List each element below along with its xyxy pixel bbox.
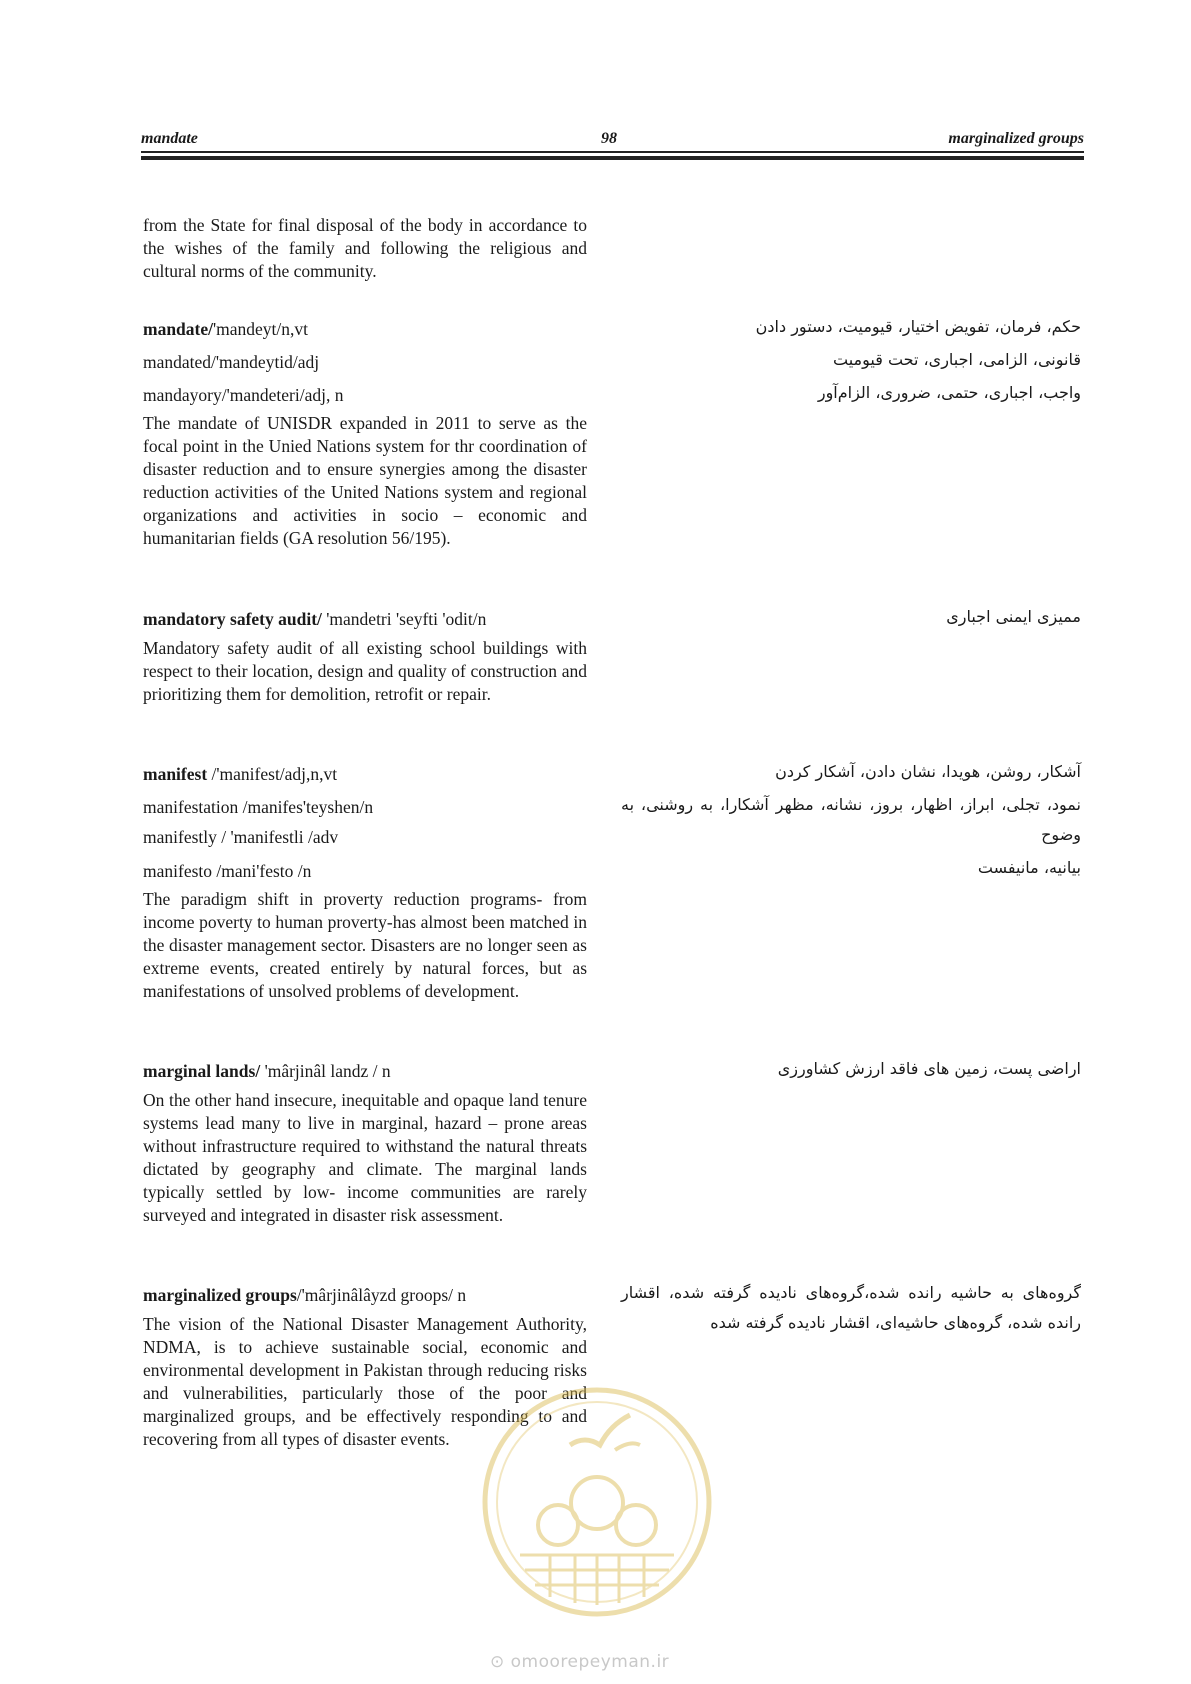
translation-manifestation: نمود، تجلی، ابراز، اظهار، بروز، نشانه، مظهر آشکارا، به روشنی، به وضوح [621,795,1081,844]
translation-manifesto: بیانیه، مانیفست [977,858,1081,877]
headword-manifestation: manifestation /manifes'teyshen/n [143,797,374,817]
translation-mandatory: واجب، اجباری، حتمی، ضروری، الزام‌آور [817,383,1081,402]
watermark-url: ⊙ omoorepeyman.ir [490,1652,670,1672]
header-rule-thick [141,156,1084,160]
translation-marginalized-groups: گروه‌های به حاشیه رانده شده،گروه‌های نادیده گرفته شده، اقشار رانده شده، گروه‌های حاشیه‌ای، اقشار نادیده گرفته شده [621,1283,1081,1332]
definition-marginalized-groups: The vision of the National Disaster Management Authority, NDMA, is to achieve sustainable social, economic and environmental development in Pakistan through reducing risks and vulnerabilities, particularly those of the poor and marginalized groups, and be effectively responding to and recovering from all types of disaster events. [143,1314,587,1449]
gear-icon [538,1477,656,1545]
translation-mandate: حکم، فرمان، تفویض اختیار، قیومیت، دستور دادن [755,317,1081,336]
translation-mandatory-safety-audit: ممیزی ایمنی اجباری [946,607,1081,626]
intro-paragraph: from the State for final disposal of the body in accordance to the wishes of the family and following the religious and cultural norms of the community. [143,215,587,281]
definition-mandate: The mandate of UNISDR expanded in 2011 to serve as the focal point in the Unied Nations system for thr coordination of disaster reduction and to ensure synergies among the disaster reduction activities of the United Nations system and regional organizations and activities in socio – economic and humanitarian fields (GA resolution 56/195). [143,413,587,548]
headword-manifestly: manifestly / 'manifestli /adv [143,827,339,847]
headword-manifest: manifest /'manifest/adj,n,vt [143,764,338,784]
definition-manifest: The paradigm shift in proverty reduction programs- from income poverty to human proverty-has almost been matched in the disaster management sector. Disasters are no longer seen as extreme events, created entirely by natural forces, but as manifestations of unsolved problems of development. [143,889,587,1001]
headword-mandated: mandated/'mandeytid/adj [143,352,320,372]
headword-mandatory: mandayory/'mandeteri/adj, n [143,385,344,405]
watermark-seal [480,1385,714,1619]
header-right-term: marginalized groups [948,130,1084,147]
translation-marginal-lands: اراضی پست، زمین های فاقد ارزش کشاورزی [777,1059,1081,1078]
headword-marginal-lands: marginal lands/ 'mârjinâl landz / n [143,1061,391,1081]
headword-mandate: mandate/'mandeyt/n,vt [143,319,309,339]
header-rule-thin [141,151,1084,153]
translation-mandated: قانونی، الزامی، اجباری، تحت قیومیت [833,350,1081,369]
page-number: 98 [601,130,617,147]
headword-manifesto: manifesto /mani'festo /n [143,861,312,881]
definition-marginal-lands: On the other hand insecure, inequitable and opaque land tenure systems lead many to live in marginal, hazard – prone areas without infrastructure required to withstand the natural threats dictated by geography and climate. The marginal lands typically settled by low- income communities are rarely surveyed and integrated in disaster risk assessment. [143,1090,587,1225]
headword-mandatory-safety-audit: mandatory safety audit/ 'mandetri 'seyfti 'odit/n [143,609,487,629]
headword-marginalized-groups: marginalized groups/'mârjinâlâyzd groops/ n [143,1285,467,1305]
translation-manifest: آشکار، روشن، هویدا، نشان دادن، آشکار کردن [775,762,1081,781]
header-left-term: mandate [141,130,198,147]
definition-mandatory-safety-audit: Mandatory safety audit of all existing school buildings with respect to their location, design and quality of construction and prioritizing them for demolition, retrofit or repair. [143,638,587,704]
